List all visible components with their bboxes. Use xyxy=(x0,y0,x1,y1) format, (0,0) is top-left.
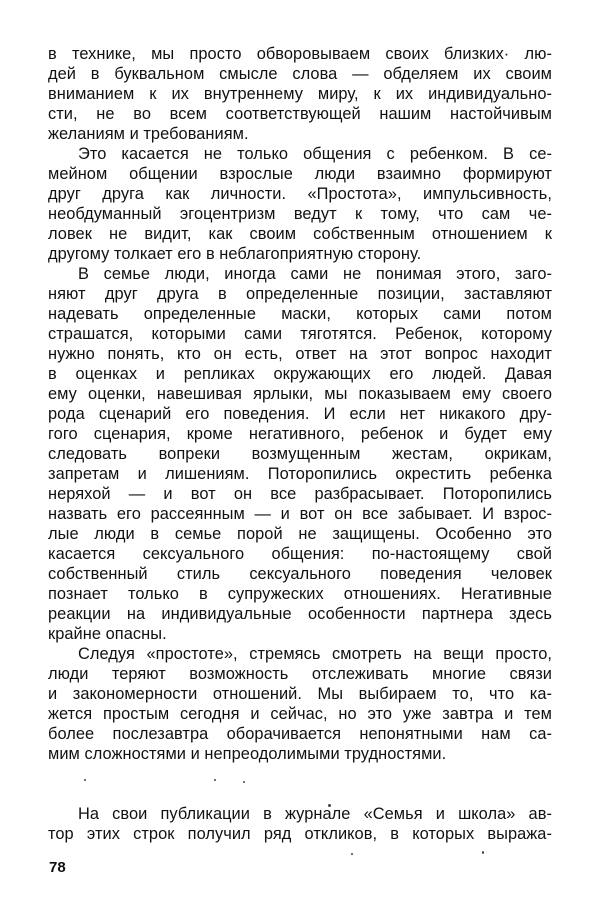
page-number: 78 xyxy=(49,859,66,876)
text-line: тор этих строк получил ряд откликов, в которых выража- xyxy=(48,825,552,843)
text-line: в оценках и репликах окружающих его людей. Давая xyxy=(48,365,552,383)
text-line: необдуманный эгоцентризм ведут к тому, что сам че- xyxy=(48,205,552,223)
text-line: более послезавтра оборачивается непонятными нам са- xyxy=(48,725,552,743)
text-line: друг друга как личности. «Простота», импульсивность, xyxy=(48,185,552,203)
text-line: мейном общении взрослые люди взаимно формируют xyxy=(48,165,552,183)
text-line: крайне опасны. xyxy=(48,625,167,643)
scan-speck xyxy=(482,851,484,854)
text-line: и закономерности отношений. Мы выбираем то, что ка- xyxy=(48,685,552,703)
paragraph-first-line: В семье люди, иногда сами не понимая этого, заго- xyxy=(78,265,552,283)
text-line: нужно понять, кто он есть, ответ на этот вопрос находит xyxy=(48,345,552,363)
paragraph-first-line: Это касается не только общения с ребенком. В се- xyxy=(78,145,552,163)
text-line: люди теряют возможность отслеживать многие связи xyxy=(48,665,552,683)
text-line: дей в буквальном смысле слова — обделяем их своим xyxy=(48,65,552,83)
text-line: неряхой — и вот он все разбрасывает. Поторопились xyxy=(48,485,552,503)
text-line: мим сложностями и непреодолимыми трудностями. xyxy=(48,745,447,763)
text-line: ловек не видит, как своим собственным отношением к xyxy=(48,225,552,243)
text-line: в технике, мы просто обворовываем своих близких· лю- xyxy=(48,45,552,63)
text-line: рода сценарий его поведения. И если нет никакого дру- xyxy=(48,405,552,423)
text-line: желаниям и требованиям. xyxy=(48,125,249,143)
text-line: назвать его рассеянным — и вот он все забывает. И взрос- xyxy=(48,505,552,523)
text-line: реакции на индивидуальные особенности партнера здесь xyxy=(48,605,552,623)
text-line: страшатся, которыми сами тяготятся. Ребенок, которому xyxy=(48,325,552,343)
scan-speck xyxy=(243,781,245,783)
paragraph-first-line: На свои публикации в журнале «Семья и школа» ав- xyxy=(78,805,552,823)
text-line: надевать определенные маски, которых сами потом xyxy=(48,305,552,323)
text-line: ему оценки, навешивая ярлыки, мы показываем ему своего xyxy=(48,385,552,403)
text-line: собственный стиль сексуального поведения человек xyxy=(48,565,552,583)
scan-speck xyxy=(214,779,216,781)
text-line: вниманием к их внутреннему миру, к их индивидуально- xyxy=(48,85,552,103)
text-line: лые люди в семье порой не защищены. Особенно это xyxy=(48,525,552,543)
text-line: запретам и лишениям. Поторопились окрестить ребенка xyxy=(48,465,552,483)
text-line: сти, не во всем соответствующей нашим настойчивым xyxy=(48,105,552,123)
scan-speck xyxy=(351,853,353,855)
text-line: жется простым сегодня и сейчас, но это уже завтра и тем xyxy=(48,705,552,723)
text-line: касается сексуального общения: по-настоящему свой xyxy=(48,545,552,563)
scan-speck xyxy=(84,779,86,781)
paragraph-first-line: Следуя «простоте», стремясь смотреть на вещи просто, xyxy=(78,645,552,663)
text-line: другому толкает его в неблагоприятную сторону. xyxy=(48,245,422,263)
text-line: познает только в супружеских отношениях. Негативные xyxy=(48,585,552,603)
text-line: няют друг друга в определенные позиции, заставляют xyxy=(48,285,552,303)
text-line: следовать вопреки возмущенным жестам, окрикам, xyxy=(48,445,552,463)
text-line: гого сценария, кроме негативного, ребенок и будет ему xyxy=(48,425,552,443)
